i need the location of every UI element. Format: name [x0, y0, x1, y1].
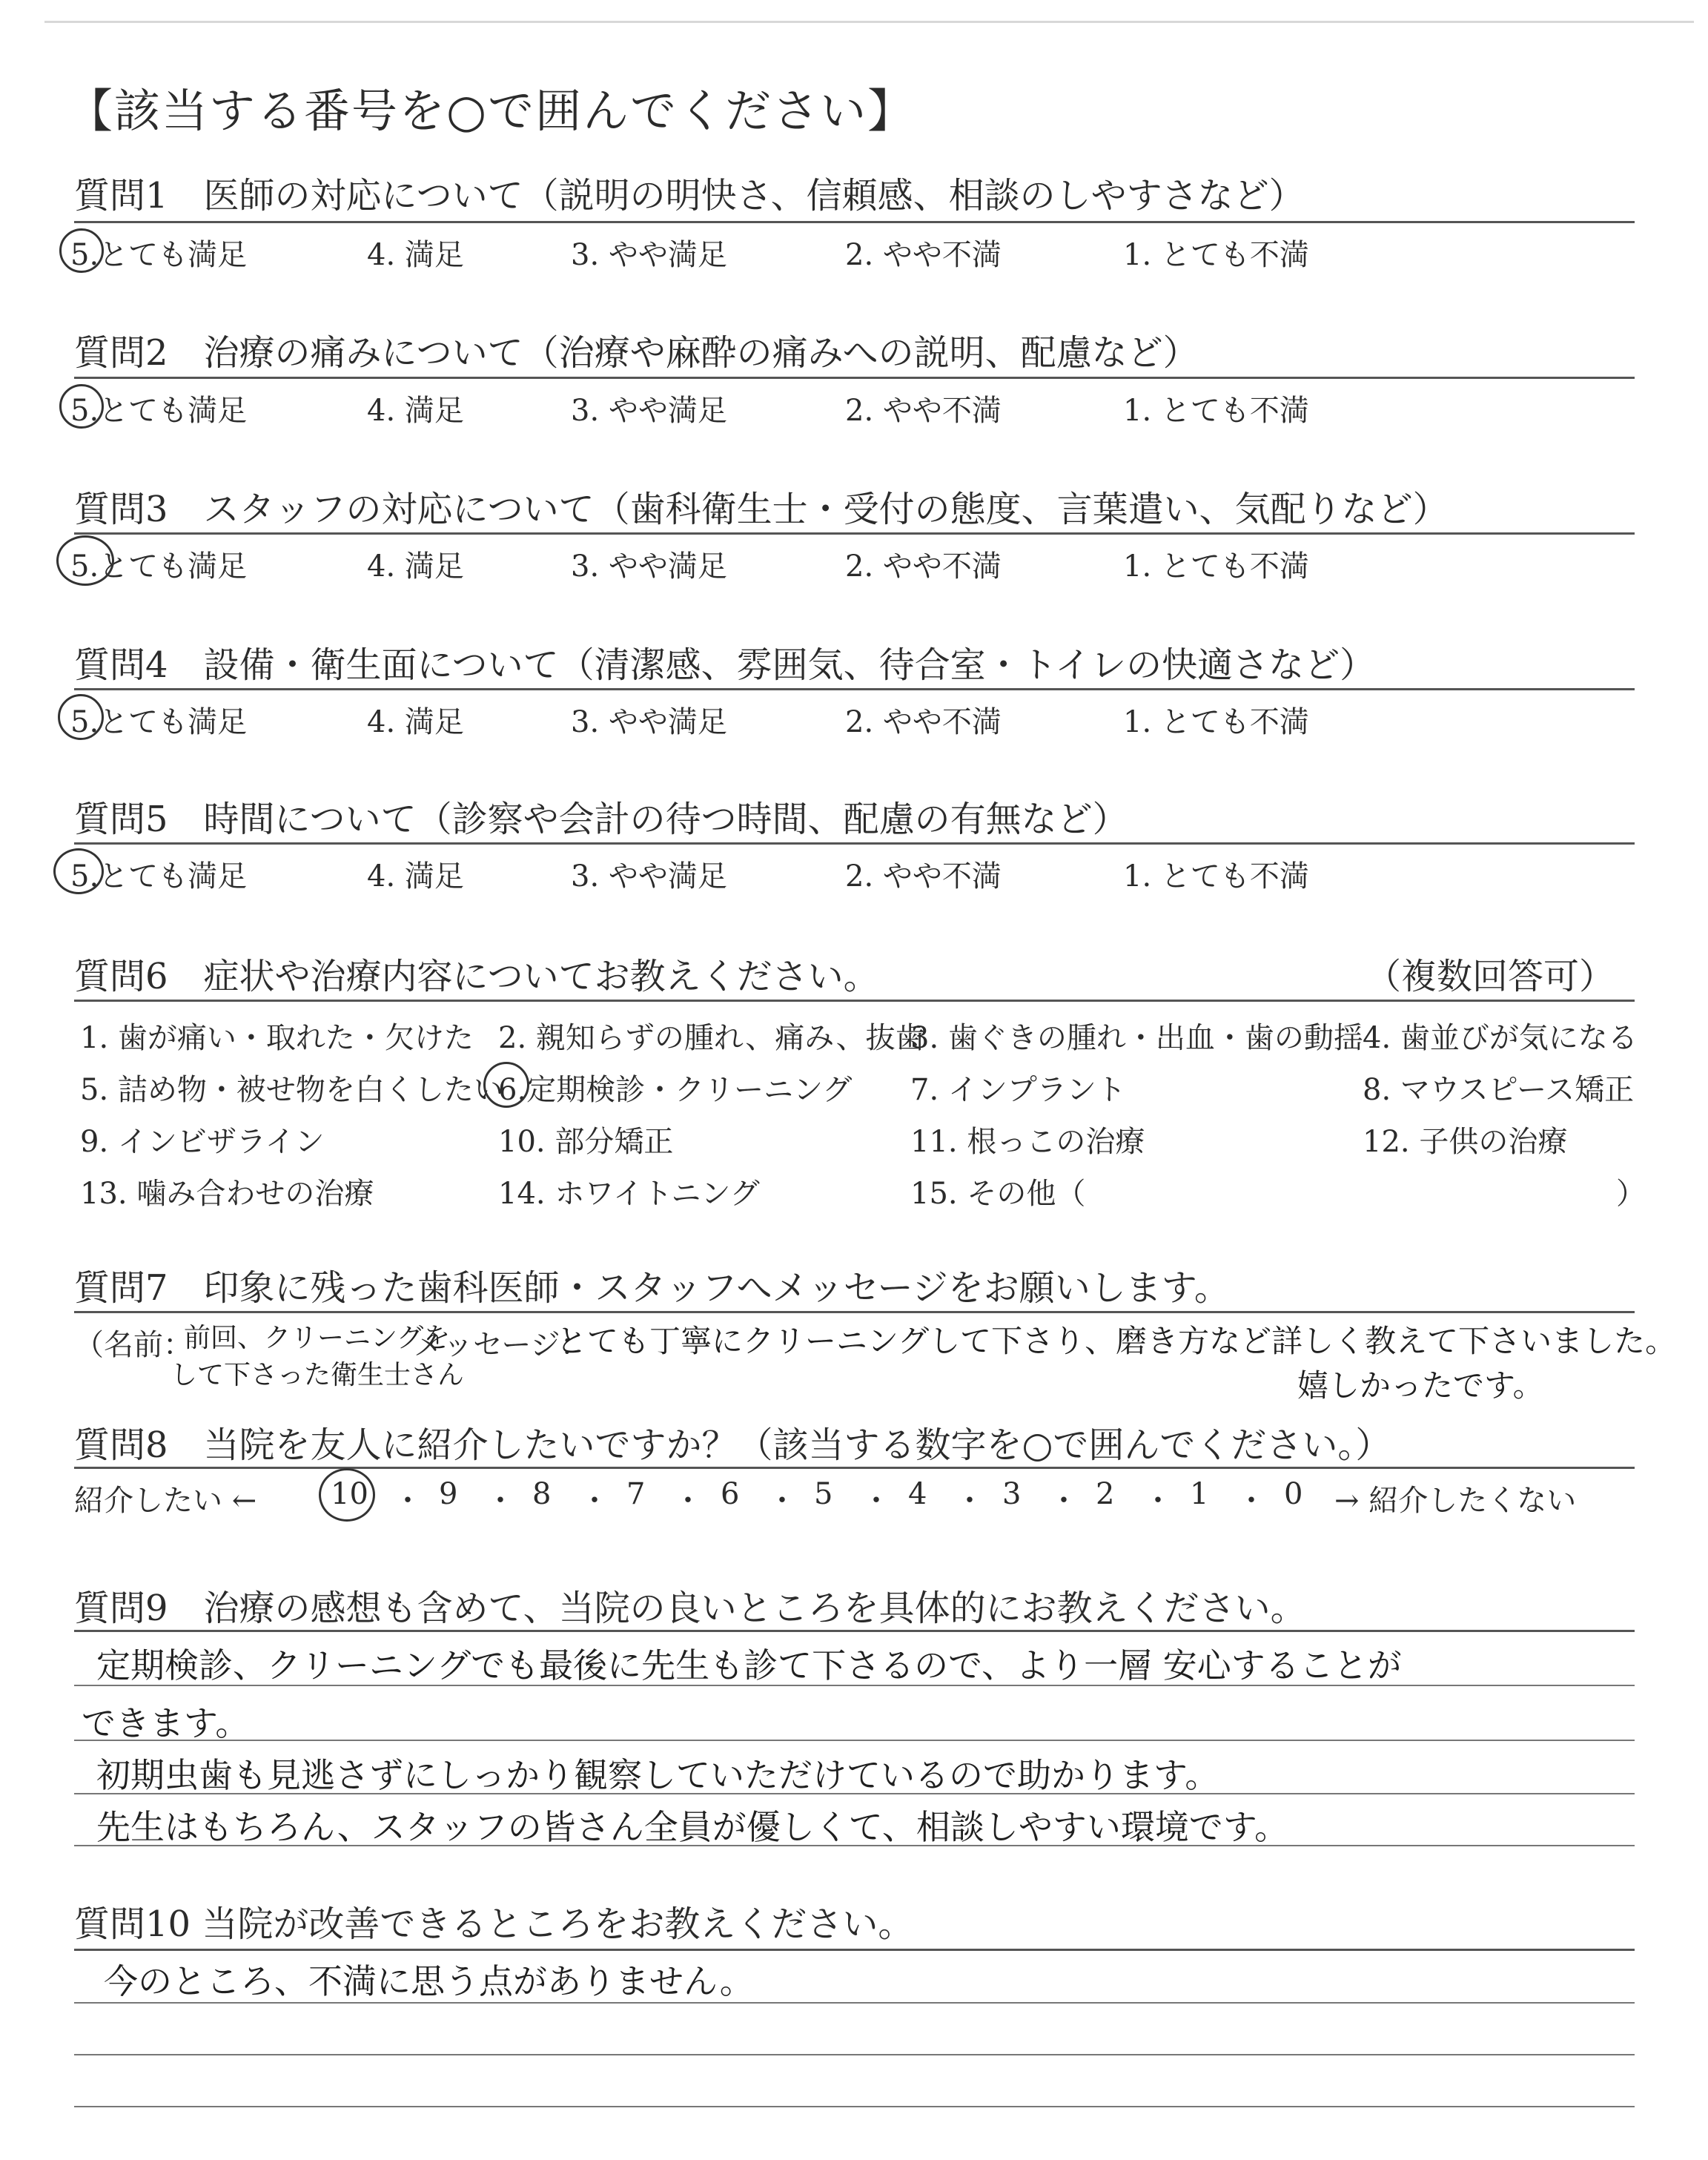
q8-dot: ・: [486, 1484, 515, 1518]
question-7-rule: [74, 1311, 1635, 1313]
q8-number-10[interactable]: 10: [331, 1477, 368, 1511]
q8-number-2[interactable]: 2: [1096, 1477, 1115, 1511]
q9-writing-line: [74, 1740, 1635, 1741]
q4-option-1[interactable]: 1. とても不満: [1123, 705, 1309, 739]
q9-answer-line-1: 定期検診、クリーニングでも最後に先生も診て下さるので、より一層 安心することが: [96, 1645, 1402, 1685]
q10-answer-line-1: 今のところ、不満に思う点がありません。: [104, 1961, 754, 2001]
q6-option-14[interactable]: 14. ホワイトニング: [498, 1177, 760, 1211]
q8-label-recommend: 紹介したい ←: [74, 1484, 257, 1518]
q2-option-1[interactable]: 1. とても不満: [1123, 394, 1309, 428]
question-6-rule: [74, 1000, 1635, 1002]
q3-option-2[interactable]: 2. やや不満: [845, 549, 1002, 584]
q8-dot: ・: [393, 1484, 423, 1518]
q8-dot: ・: [1049, 1484, 1079, 1518]
q9-writing-line: [74, 1685, 1635, 1686]
q1-option-3[interactable]: 3. やや満足: [571, 238, 727, 272]
q8-dot: ・: [861, 1484, 891, 1518]
q6-option-1[interactable]: 1. 歯が痛い・取れた・欠けた: [80, 1021, 474, 1055]
q8-dot: ・: [1143, 1484, 1173, 1518]
q6-option-7[interactable]: 7. インプラント: [910, 1073, 1126, 1107]
q8-number-9[interactable]: 9: [439, 1477, 458, 1511]
q2-option-3[interactable]: 3. やや満足: [571, 394, 727, 428]
q6-option-9[interactable]: 9. インビザライン: [80, 1125, 325, 1159]
question-8-rule: [74, 1467, 1635, 1469]
question-9-rule: [74, 1630, 1635, 1632]
q9-writing-line: [74, 1845, 1635, 1846]
q4-option-2[interactable]: 2. やや不満: [845, 705, 1002, 739]
q8-number-4[interactable]: 4: [908, 1477, 927, 1511]
q4-option-5[interactable]: 5.とても満足: [70, 705, 248, 739]
q8-answer-circle: [319, 1468, 375, 1522]
q7-message-handwritten-line1: とても丁寧にクリーニングして下さり、磨き方など詳しく教えて下さいました。: [556, 1323, 1677, 1359]
q1-option-5[interactable]: 5.とても満足: [70, 238, 248, 272]
q6-option-11[interactable]: 11. 根っこの治療: [910, 1125, 1145, 1159]
question-4-rule: [74, 688, 1635, 690]
question-6-note: （複数回答可）: [1366, 956, 1615, 997]
question-5: 質問5 時間について（診察や会計の待つ時間、配慮の有無など）: [74, 799, 1128, 840]
question-1: 質問1 医師の対応について（説明の明快さ、信頼感、相談のしやすさなど）: [74, 175, 1305, 217]
q6-option-6[interactable]: 6.定期検診・クリーニング: [498, 1073, 853, 1107]
q7-name-handwritten-line1: 前回、クリーニングを: [184, 1323, 451, 1353]
question-5-rule: [74, 842, 1635, 845]
question-4: 質問4 設備・衛生面について（清潔感、雰囲気、待合室・トイレの快適さなど）: [74, 644, 1376, 686]
q8-number-0[interactable]: 0: [1284, 1477, 1303, 1511]
question-10-rule: [74, 1949, 1635, 1951]
form-instructions: 【該当する番号を○で囲んでください】: [67, 84, 916, 138]
question-3: 質問3 スタッフの対応について（歯科衛生士・受付の態度、言葉遣い、気配りなど）: [74, 489, 1449, 530]
q5-answer-circle: [53, 848, 104, 894]
q6-answer-circle: [483, 1062, 529, 1108]
q8-number-8[interactable]: 8: [532, 1477, 552, 1511]
q2-option-2[interactable]: 2. やや不満: [845, 394, 1002, 428]
q8-number-5[interactable]: 5: [814, 1477, 833, 1511]
q6-option-2[interactable]: 2. 親知らずの腫れ、痛み、抜歯: [498, 1021, 925, 1055]
question-3-rule: [74, 532, 1635, 535]
q4-option-4[interactable]: 4. 満足: [367, 705, 464, 739]
q8-dot: ・: [673, 1484, 703, 1518]
q2-answer-circle: [59, 384, 104, 429]
question-1-rule: [74, 221, 1635, 223]
q9-answer-line-2: できます。: [82, 1703, 250, 1743]
question-2: 質問2 治療の痛みについて（治療や麻酔の痛みへの説明、配慮など）: [74, 332, 1199, 374]
q5-option-4[interactable]: 4. 満足: [367, 859, 464, 894]
q5-option-5[interactable]: 5.とても満足: [70, 859, 248, 894]
q7-name-handwritten-line2: して下さった衛生士さん: [171, 1360, 465, 1390]
q5-option-1[interactable]: 1. とても不満: [1123, 859, 1309, 894]
question-7: 質問7 印象に残った歯科医師・スタッフへメッセージをお願いします。: [74, 1267, 1230, 1309]
q1-option-1[interactable]: 1. とても不満: [1123, 238, 1309, 272]
q10-writing-line: [74, 2106, 1635, 2107]
scan-top-edge: [44, 21, 1694, 23]
q8-dot: ・: [767, 1484, 797, 1518]
q7-message-label: メッセージ：: [414, 1328, 590, 1362]
q1-option-2[interactable]: 2. やや不満: [845, 238, 1002, 272]
q5-option-2[interactable]: 2. やや不満: [845, 859, 1002, 894]
q3-option-5[interactable]: 5.とても満足: [70, 549, 248, 584]
q10-writing-line: [74, 2002, 1635, 2004]
q6-option-8[interactable]: 8. マウスピース矯正: [1363, 1073, 1635, 1107]
question-2-rule: [74, 377, 1635, 379]
q3-answer-circle: [56, 535, 114, 586]
q3-option-1[interactable]: 1. とても不満: [1123, 549, 1309, 584]
q8-number-3[interactable]: 3: [1002, 1477, 1022, 1511]
q8-dot: ・: [1237, 1484, 1266, 1518]
q2-option-5[interactable]: 5.とても満足: [70, 394, 248, 428]
q4-option-3[interactable]: 3. やや満足: [571, 705, 727, 739]
q8-dot: ・: [580, 1484, 609, 1518]
q2-option-4[interactable]: 4. 満足: [367, 394, 464, 428]
q6-option-12[interactable]: 12. 子供の治療: [1363, 1125, 1568, 1159]
q8-dot: ・: [955, 1484, 984, 1518]
q9-answer-line-4: 先生はもちろん、スタッフの皆さん全員が優しくて、相談しやすい環境です。: [96, 1807, 1289, 1847]
q6-option-15[interactable]: 15. その他（: [910, 1177, 1086, 1211]
q8-number-1[interactable]: 1: [1190, 1477, 1209, 1511]
q9-writing-line: [74, 1793, 1635, 1794]
q3-option-3[interactable]: 3. やや満足: [571, 549, 727, 584]
q5-option-3[interactable]: 3. やや満足: [571, 859, 727, 894]
q10-writing-line: [74, 2054, 1635, 2055]
q8-label-not-recommend: → 紹介したくない: [1334, 1484, 1577, 1518]
q6-option-13[interactable]: 13. 噛み合わせの治療: [80, 1177, 374, 1211]
q7-name-label: （名前：: [74, 1328, 193, 1362]
q6-option-4[interactable]: 4. 歯並びが気になる: [1363, 1021, 1638, 1055]
q1-option-4[interactable]: 4. 満足: [367, 238, 464, 272]
q7-message-handwritten-line2: 嬉しかったです。: [1297, 1367, 1544, 1404]
q6-option-15-close: ）: [1616, 1177, 1646, 1211]
q8-number-6[interactable]: 6: [721, 1477, 740, 1511]
q6-option-10[interactable]: 10. 部分矯正: [498, 1125, 674, 1159]
q3-option-4[interactable]: 4. 満足: [367, 549, 464, 584]
question-8: 質問8 当院を友人に紹介したいですか？（該当する数字を○で囲んでください。）: [74, 1424, 1391, 1466]
question-9: 質問9 治療の感想も含めて、当院の良いところを具体的にお教えください。: [74, 1588, 1306, 1629]
q4-answer-circle: [58, 694, 104, 740]
question-6: 質問6 症状や治療内容についてお教えください。: [74, 956, 879, 997]
q6-option-3[interactable]: 3. 歯ぐきの腫れ・出血・歯の動揺: [910, 1021, 1363, 1055]
q1-answer-circle: [59, 228, 104, 273]
question-10: 質問10 当院が改善できるところをお教えください。: [74, 1903, 914, 1945]
q8-number-7[interactable]: 7: [626, 1477, 646, 1511]
q9-answer-line-3: 初期虫歯も見逃さずにしっかり観察していただけているので助かります。: [96, 1755, 1219, 1795]
q6-option-5[interactable]: 5. 詰め物・被せ物を白くしたい: [80, 1073, 503, 1107]
